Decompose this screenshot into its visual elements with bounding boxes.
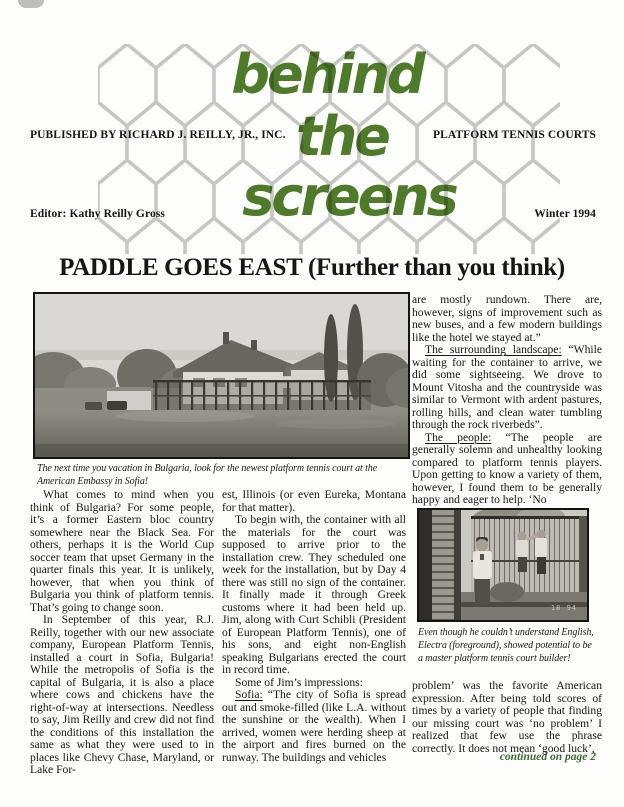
embassy-photo-graphic <box>35 294 408 457</box>
paragraph-lead: The surrounding landscape: <box>425 343 562 356</box>
paragraph-text: In September of this year, R.J. Reilly, together with our new associate company, European Platform Tennis, installed a court in Sofia, Bulgaria! While the metropolis of Sofia is the capital of Bulgaria, it is also a place where cows and chickens have the right-of-way at intersections. Needless to say, Jim Reilly and crew did not find the conditions of this installation the same as what they were used to in places like Chevy Chase, Maryland, or Lake For- <box>30 613 214 776</box>
paragraph-text: To begin with, the container with all the materials for the court was supposed to arrive prior to the installation crew. They scheduled one week for the installation, but by Day 4 there was still no sign of the container. It finally made it through Greek customs where it had been held up. Jim, along with Curt Schibli (President of European Platform Tennis), one of his sons, and eight non-English speaking Bulgarians erected the court in record time. <box>222 513 406 676</box>
logo-word-the: the <box>296 105 388 168</box>
category-line: PLATFORM TENNIS COURTS <box>432 129 596 141</box>
paragraph-text: “While waiting for the container to arrive, we did some sightseeing. We drove to Mount Vitosha and the countryside was similar to Vermont with ardent pastures, rolling hills, and clean water tumbling through the rock riverbeds”. <box>412 343 602 431</box>
paragraph <box>222 689 406 764</box>
paragraph <box>412 680 602 755</box>
paragraph <box>222 489 406 514</box>
photo-court-construction <box>417 508 589 622</box>
scan-smudge <box>18 0 44 8</box>
photo-caption-embassy: The next time you vacation in Bulgaria, look for the newest platform tennis court at the American Embassy in Sofia! <box>37 463 378 487</box>
paragraph-text: “The city of Sofia is spread out and smoke-filled (like L.A. without the sunshine or the wealth). When I arrived, women were herding sheep at the airport and fires burned on the runway. The buildings and vehicles <box>222 688 406 764</box>
paragraph <box>30 489 214 614</box>
editor-line: Editor: Kathy Reilly Gross <box>30 208 165 220</box>
paragraph-text: problem’ was the favorite American expression. After being told scores of times by a variety of people that finding our missing court was ‘no problem’ I realized that few use the phrase correctly. It does not mean ‘good luck’, <box>412 679 602 755</box>
column-3-lower <box>412 680 602 755</box>
column-2 <box>222 489 406 764</box>
publisher-line: PUBLISHED BY RICHARD J. REILLY, JR., INC. <box>30 129 286 141</box>
column-3-upper <box>412 294 602 507</box>
paragraph <box>412 344 602 432</box>
continued-notice: continued on page 2 <box>499 751 596 763</box>
paragraph-lead: Sofia: <box>235 688 263 701</box>
paragraph-text: Some of Jim’s impressions: <box>235 675 363 689</box>
article-headline: PADDLE GOES EAST (Further than you think) <box>59 254 565 281</box>
issue-date: Winter 1994 <box>534 208 596 220</box>
paragraph-lead: The people: <box>425 430 492 444</box>
photo-date-stamp: 18 94 <box>550 604 577 612</box>
paragraph <box>412 432 602 507</box>
logo-word-screens: screens <box>242 165 456 228</box>
photo-caption-construction: Even though he couldn’t understand English, Electra (foreground), showed potential to be a master platform tennis court builder! <box>418 627 594 664</box>
paragraph-text: “The people are generally solemn and unhealthy looking compared to platform tennis players. Upon getting to know a variety of them, however, I found them to be generally happy and eager to help. ‘No <box>412 430 602 506</box>
column-1 <box>30 489 214 777</box>
photo-embassy-court <box>33 292 410 459</box>
paragraph <box>222 514 406 677</box>
paragraph-text: What comes to mind when you think of Bulgaria? For some people, it’s a former Eastern bloc country somewhere near the Black Sea. For others, perhaps it is the World Cup soccer team that upset Germany in the quarter finals this year. It is unlikely, however, that when you think of Bulgaria you think of platform tennis. That’s going to change soon. <box>30 488 214 614</box>
paragraph-text: est, Illinois (or even Eureka, Montana for that matter). <box>222 488 406 514</box>
paragraph <box>412 294 602 344</box>
logo-word-behind: behind <box>231 43 423 106</box>
paragraph-text: are mostly rundown. There are, however, signs of improvement such as new buses, and a few modern buildings like the hotel we stayed at.” <box>412 293 602 344</box>
paragraph <box>30 614 214 777</box>
